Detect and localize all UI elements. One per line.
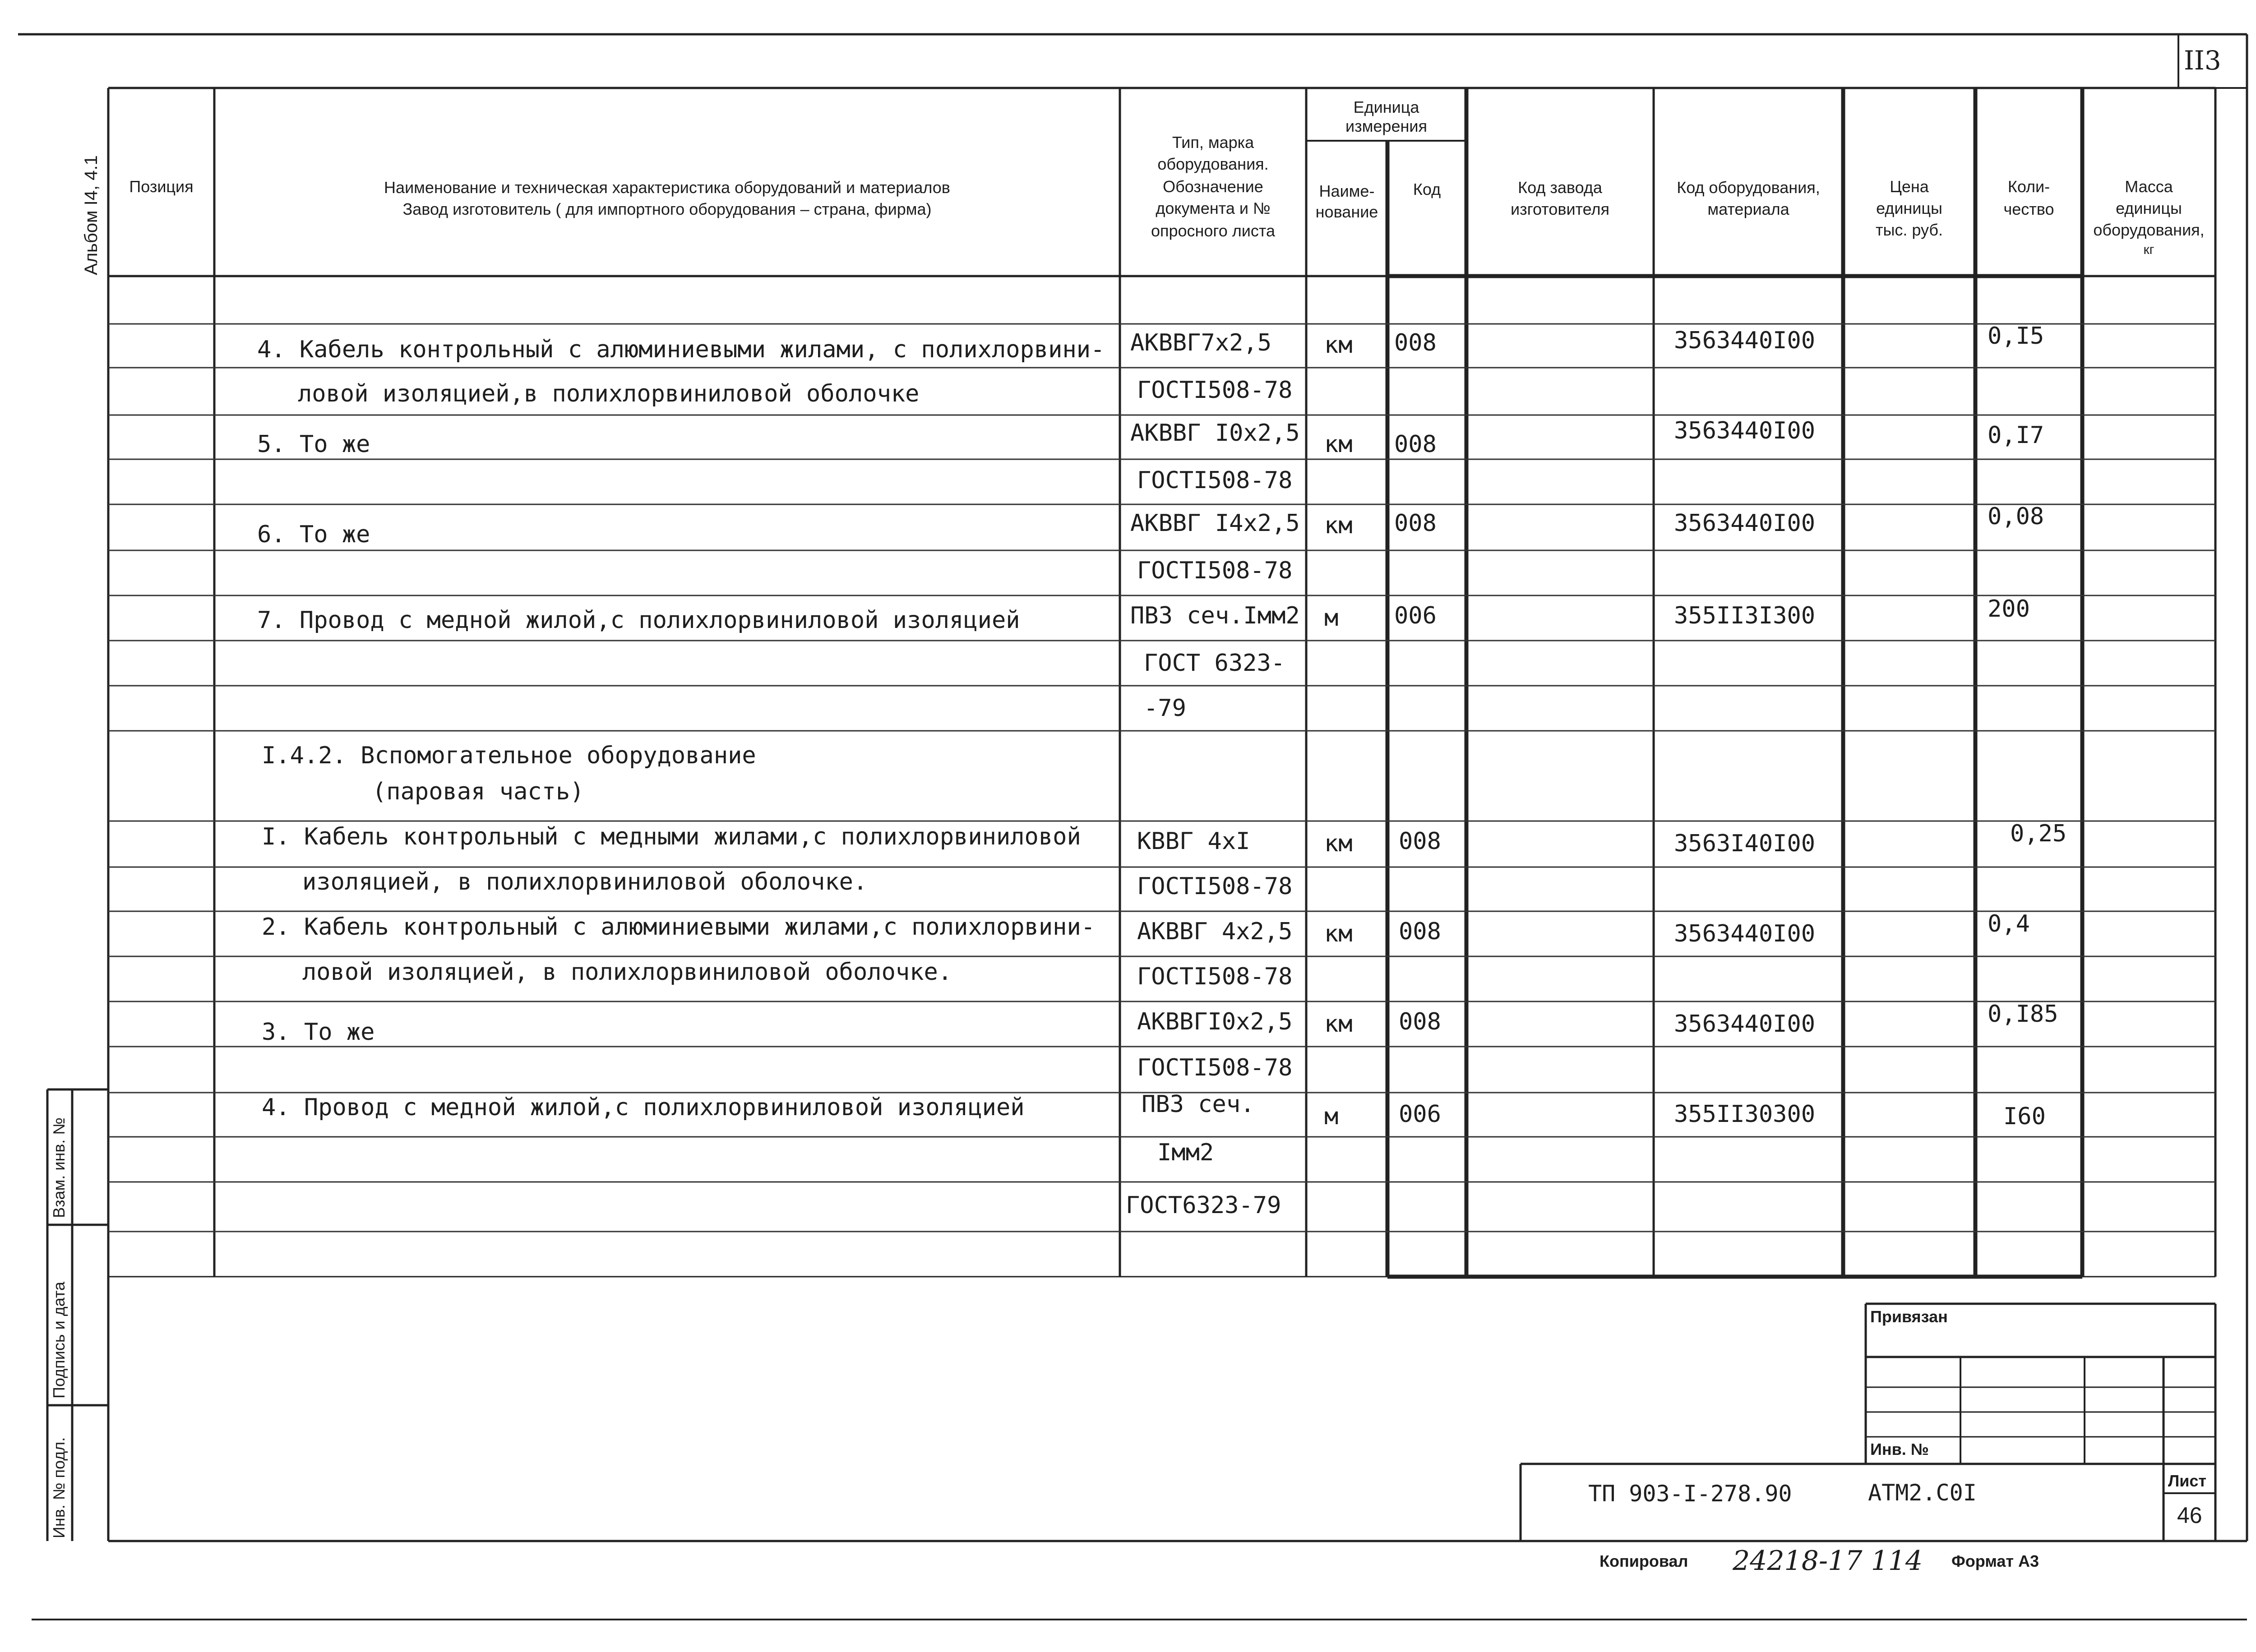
row-qty: 200	[1988, 595, 2030, 623]
row-code: 008	[1399, 1008, 1441, 1035]
row-type: ГОСТI508-78	[1137, 557, 1293, 584]
col-price-2: единицы	[1876, 199, 1942, 217]
row-equip: 3563I40I00	[1674, 830, 1816, 857]
row-type: АКВВГ I4х2,5	[1130, 510, 1300, 537]
row-code: 006	[1394, 602, 1437, 629]
col-name-line1: Наименование и техническая характеристика оборудований и материалов	[384, 178, 950, 197]
row-unit: м	[1324, 1103, 1339, 1130]
col-mass-4: кг	[2143, 242, 2154, 257]
row-qty: 0,08	[1988, 503, 2044, 530]
row-code: 006	[1399, 1101, 1441, 1128]
row-equip: 355II3I300	[1674, 602, 1816, 629]
col-type-4: документа и №	[1156, 199, 1271, 217]
row-qty: I60	[2003, 1103, 2046, 1130]
sheet-label: Лист	[2168, 1472, 2207, 1490]
row-unit: м	[1324, 605, 1339, 632]
col-mass-1: Масса	[2125, 177, 2173, 196]
section-heading-sub: (паровая часть)	[372, 778, 584, 805]
row-qty: 0,I7	[1988, 422, 2044, 449]
section-heading: I.4.2. Вспомогательное оборудование	[262, 742, 756, 769]
row-type: Iмм2	[1157, 1139, 1214, 1166]
row-type: ПВ3 сеч.	[1142, 1091, 1255, 1118]
row-equip: 3563440I00	[1674, 920, 1816, 947]
col-equip-2: материала	[1707, 200, 1789, 218]
row-name: 5. То же	[257, 431, 370, 458]
doc-code: ТП 903-I-278.90	[1588, 1481, 1792, 1507]
footer-format: Формат А3	[1951, 1552, 2039, 1570]
row-unit: км	[1324, 431, 1353, 458]
row-name: I. Кабель контрольный с медными жилами,с полихлорвиниловой	[262, 823, 1081, 850]
col-type-3: Обозначение	[1163, 177, 1263, 196]
row-unit: км	[1324, 1011, 1353, 1038]
stamp-bound: Привязан	[1870, 1307, 1948, 1326]
row-unit: км	[1324, 920, 1353, 947]
col-type-2: оборудования.	[1157, 155, 1269, 173]
col-position: Позиция	[129, 177, 194, 196]
row-unit: км	[1324, 830, 1353, 857]
row-qty: 0,4	[1988, 910, 2030, 937]
row-equip: 3563440I00	[1674, 1011, 1816, 1038]
side-vzam: Взам. инв. №	[50, 1117, 68, 1218]
album-label: Альбом I4, 4.1	[81, 155, 101, 275]
col-qty-2: чество	[2003, 200, 2054, 218]
doc-mark: АТМ2.С0I	[1868, 1480, 1977, 1506]
row-type: ГОСТI508-78	[1137, 377, 1293, 404]
row-type: АКВВГ7х2,5	[1130, 329, 1272, 356]
row-type: ГОСТ6323-79	[1126, 1192, 1281, 1219]
row-type: АКВВГI0х2,5	[1137, 1008, 1293, 1035]
row-code: 008	[1394, 510, 1437, 537]
row-code: 008	[1399, 918, 1441, 945]
row-code: 008	[1394, 431, 1437, 458]
col-unit-name-1: Наиме-	[1319, 182, 1375, 200]
col-equip-1: Код оборудования,	[1677, 178, 1820, 197]
row-equip: 3563440I00	[1674, 510, 1816, 537]
row-name: изоляцией, в полихлорвиниловой оболочке.	[302, 868, 868, 895]
footer-copied: Копировал	[1600, 1552, 1688, 1570]
col-type-5: опросного листа	[1151, 221, 1276, 240]
col-unit-name-2: нование	[1315, 203, 1378, 221]
row-name: 2. Кабель контрольный с алюминиевыми жилами,с полихлорвини-	[262, 914, 1096, 941]
row-unit: км	[1324, 512, 1353, 539]
col-mass-3: оборудования,	[2093, 221, 2205, 239]
row-unit: км	[1324, 332, 1353, 359]
row-type: ГОСТI508-78	[1137, 873, 1293, 900]
row-qty: 0,I85	[1988, 1001, 2058, 1028]
col-unit-code: Код	[1413, 180, 1441, 198]
row-equip: 3563440I00	[1674, 417, 1816, 444]
page-number: II3	[2184, 45, 2221, 76]
row-type: ГОСТI508-78	[1137, 963, 1293, 990]
col-price-1: Цена	[1890, 177, 1929, 196]
row-name: 4. Провод с медной жилой,с полихлорвиниловой изоляцией	[262, 1094, 1025, 1121]
row-equip: 355II30300	[1674, 1101, 1816, 1128]
col-unit-group-2: измерения	[1345, 117, 1427, 135]
row-code: 008	[1394, 329, 1437, 356]
col-factory-2: изготовителя	[1511, 200, 1609, 218]
row-type: ПВ3 сеч.Iмм2	[1130, 602, 1300, 629]
row-type: ГОСТ 6323-	[1144, 650, 1285, 677]
row-code: 008	[1399, 828, 1441, 855]
row-type: ГОСТI508-78	[1137, 467, 1293, 494]
row-name: 4. Кабель контрольный с алюминиевыми жилами, с полихлорвини-	[257, 336, 1105, 363]
row-name: 7. Провод с медной жилой,с полихлорвиниловой изоляцией	[257, 607, 1020, 634]
row-type: ГОСТI508-78	[1137, 1054, 1293, 1081]
row-equip: 3563440I00	[1674, 327, 1816, 354]
row-name: ловой изоляцией, в полихлорвиниловой оболочке.	[302, 959, 952, 986]
side-inv-podl: Инв. № подл.	[50, 1437, 68, 1538]
row-qty: 0,25	[2010, 820, 2067, 847]
row-type: АКВВГ I0х2,5	[1130, 420, 1300, 447]
col-qty-1: Коли-	[2007, 177, 2050, 196]
col-unit-group-1: Единица	[1353, 98, 1419, 116]
row-name: 6. То же	[257, 521, 370, 548]
row-type: КВВГ 4хI	[1137, 828, 1250, 855]
row-qty: 0,I5	[1988, 323, 2044, 350]
sheet-number: 46	[2177, 1503, 2202, 1528]
col-mass-2: единицы	[2116, 199, 2182, 217]
col-price-3: тыс. руб.	[1875, 221, 1943, 239]
side-podpis: Подпись и дата	[50, 1282, 68, 1398]
col-factory-1: Код завода	[1518, 178, 1602, 197]
row-name: 3. То же	[262, 1019, 375, 1046]
col-type-1: Тип, марка	[1172, 133, 1254, 152]
row-name: ловой изоляцией,в полихлорвиниловой оболочке	[298, 380, 920, 407]
footer-handwritten: 24218-17 114	[1733, 1545, 1923, 1577]
row-type: АКВВГ 4х2,5	[1137, 918, 1293, 945]
stamp-inv-no: Инв. №	[1870, 1440, 1929, 1458]
row-type: -79	[1144, 695, 1186, 722]
col-name-line2: Завод изготовитель ( для импортного оборудования – страна, фирма)	[402, 200, 932, 218]
